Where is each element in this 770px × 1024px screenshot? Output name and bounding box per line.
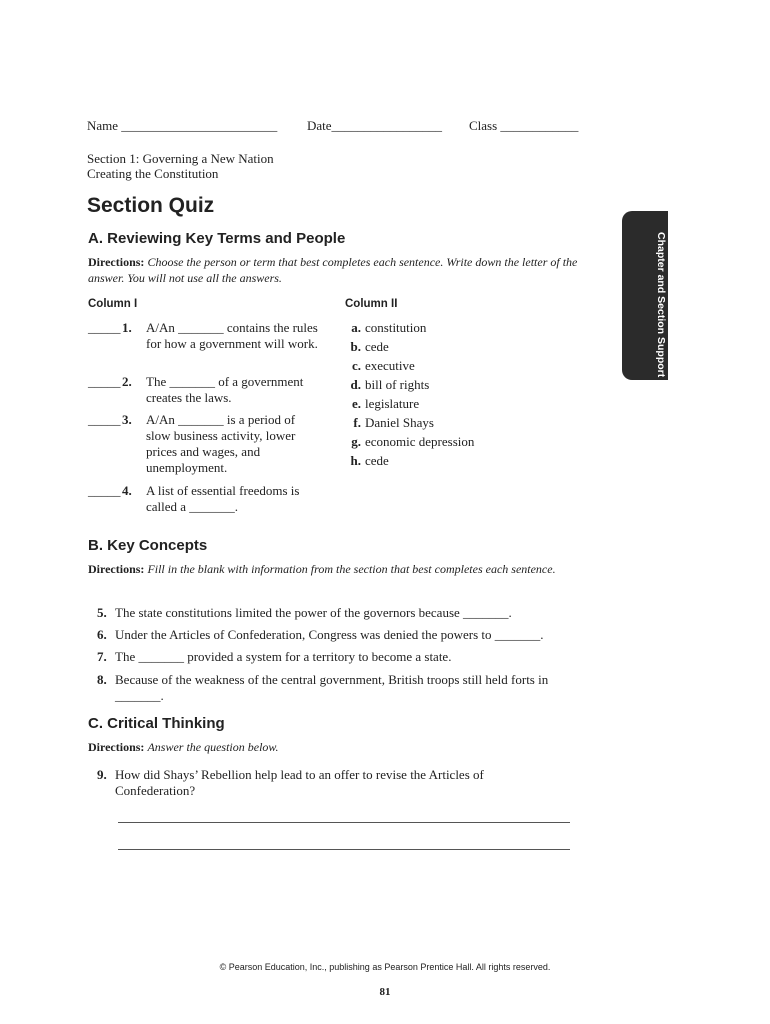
directions-label: Directions: [88,255,145,269]
name-field-label: Name ________________________ [87,118,278,133]
part-b-directions [88,562,583,578]
answer-choice-a: a. constitution [351,320,427,335]
part-c-heading: C. Critical Thinking [88,715,225,732]
directions-label: Directions: [88,562,145,576]
date-field-label: Date_________________ [307,118,443,133]
question-3 [88,412,328,476]
answer-choices [345,318,474,470]
class-field-label: Class ____________ [469,118,579,133]
copyright-footer: © Pearson Education, Inc., publishing as Pearson Prentice Hall. All rights reserved. [219,962,551,972]
chapter-side-tab-label: Chapter and Section Support [655,231,667,378]
answer-choice-b: b. cede [350,339,389,354]
directions-text: Answer the question below. [147,740,279,754]
question-6: 6. Under the Articles of Confederation, Congress was denied the powers to _______. [97,627,544,642]
question-2 [88,374,328,406]
question-number: 3. [122,412,132,427]
answer-choice-d: d. bill of rights [350,377,430,392]
answer-choice-g: g. economic depression [351,434,475,449]
answer-choice-h: h. cede [350,453,389,468]
part-b-heading: B. Key Concepts [88,537,208,554]
chapter-side-tab [622,211,668,380]
answer-choice-e: e. legislature [351,396,420,411]
section-name: Section 1: Governing a New Nation [87,151,274,166]
answer-choice-c: c. executive [351,358,415,373]
part-a-directions [88,255,583,286]
question-5: 5. The state constitutions limited the power of the governors because _______. [97,605,512,620]
question-number: 4. [122,483,132,498]
question-number: 2. [122,374,132,389]
question-text: The _______ of a government creates the laws. [146,374,304,405]
question-text: A/An _______ is a period of slow business activity, lower prices and wages, and unemployment. [146,412,296,475]
question-text: A/An _______ contains the rules for how a government will work. [146,320,318,351]
page-number: 81 [379,986,391,998]
question-7: 7. The _______ provided a system for a territory to become a state. [97,649,452,664]
answer-line-1[interactable] [118,822,570,823]
question-8: 8. Because of the weakness of the central government, British troops still held forts in _______. [97,672,549,703]
column-1-heading: Column I [88,298,138,310]
directions-text: Fill in the blank with information from the section that best completes each sentence. [147,562,556,576]
section-subtitle: Creating the Constitution [87,166,219,181]
page-title: Section Quiz [87,194,215,217]
answer-blank[interactable]: _____ [88,412,121,427]
column-2-heading: Column II [345,298,398,310]
question-text: A list of essential freedoms is called a _______. [146,483,300,514]
question-number: 1. [122,320,132,335]
question-1 [88,320,328,352]
answer-choice-f: f. Daniel Shays [353,415,434,430]
part-a-heading: A. Reviewing Key Terms and People [88,230,346,247]
question-9: 9. How did Shays’ Rebellion help lead to an offer to revise the Articles of Confederation? [97,767,484,798]
directions-label: Directions: [88,740,145,754]
part-c-directions [88,740,583,756]
answer-blank[interactable]: _____ [88,483,121,498]
question-4 [88,483,328,515]
answer-blank[interactable]: _____ [88,320,121,335]
answer-line-2[interactable] [118,849,570,850]
answer-blank[interactable]: _____ [88,374,121,389]
directions-text: Choose the person or term that best completes each sentence. Write down the letter of the answer. You will not use all the answers. [88,255,578,285]
